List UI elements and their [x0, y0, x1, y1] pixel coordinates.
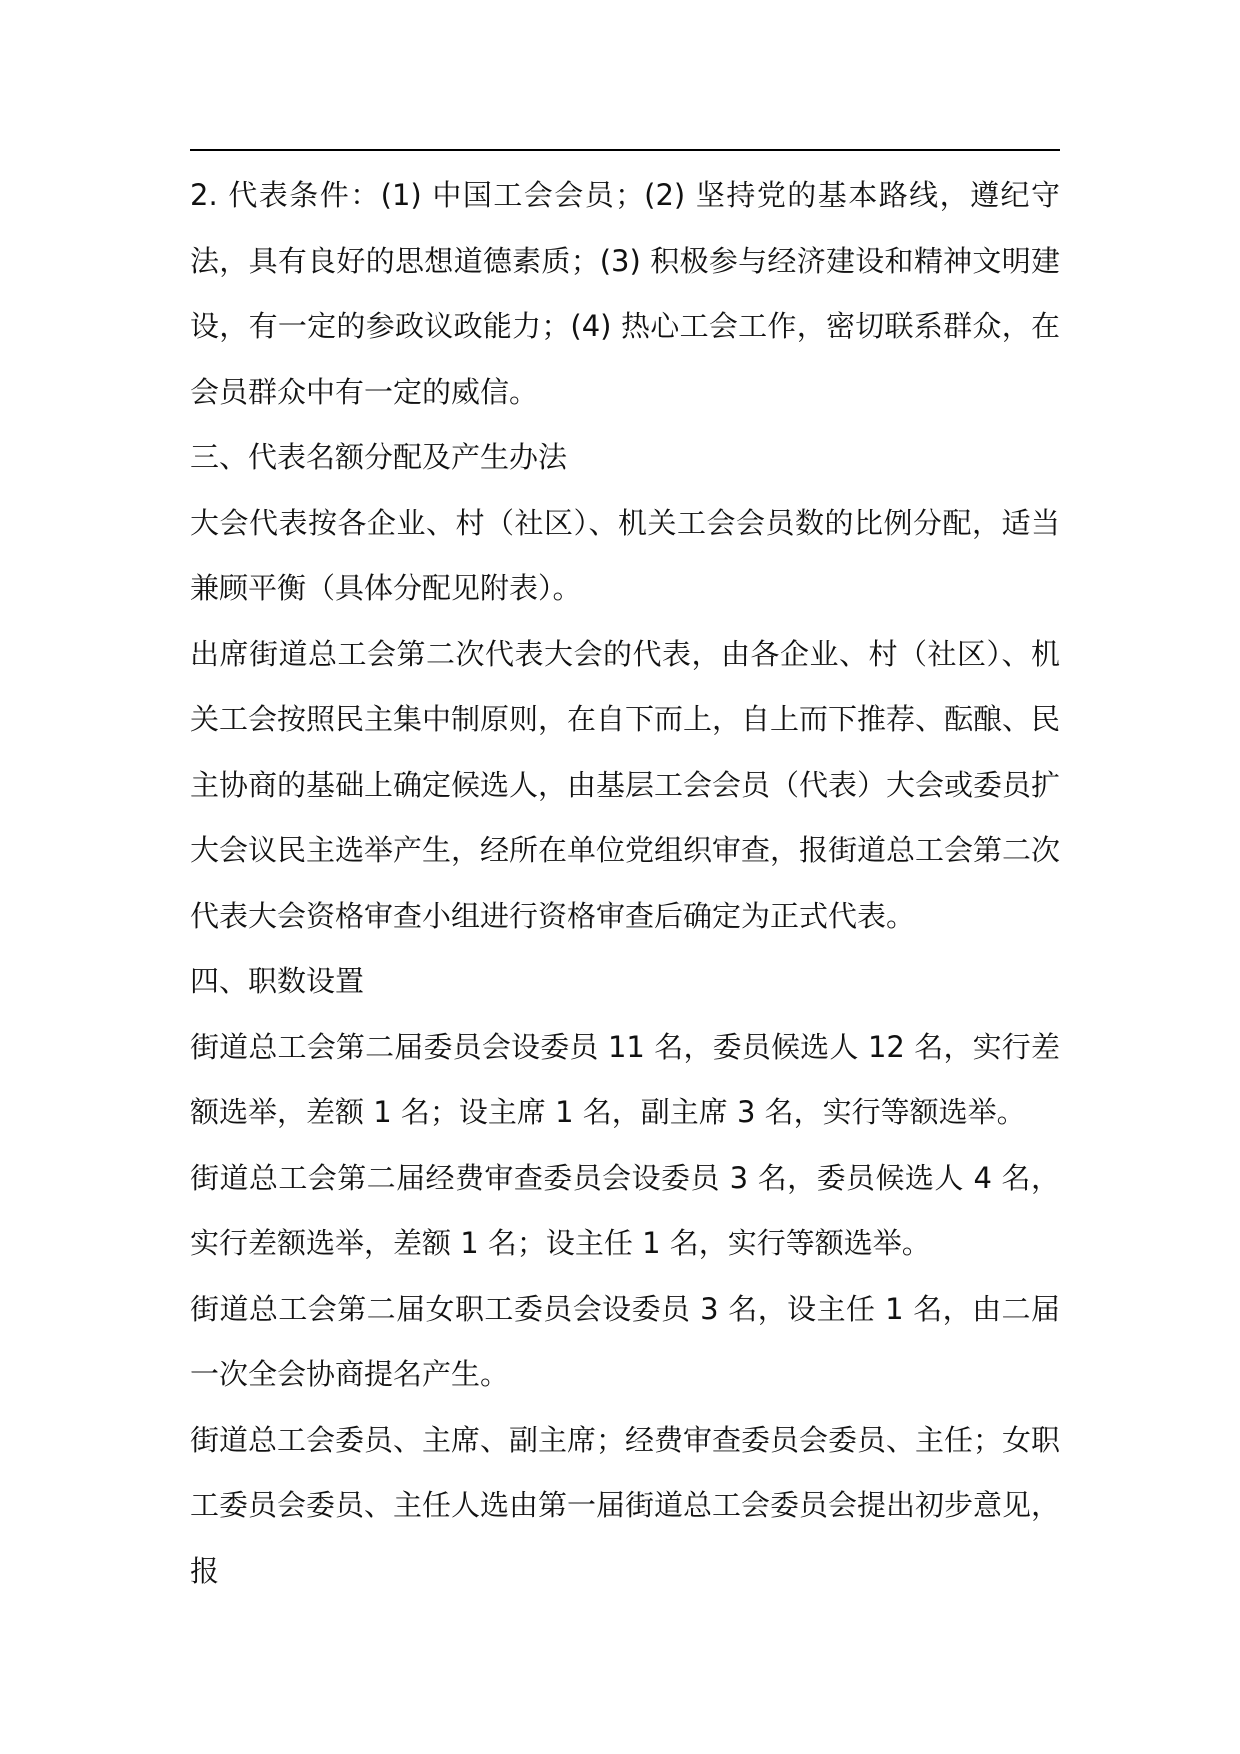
paragraph-quota-allocation: 大会代表按各企业、村（社区）、机关工会会员数的比例分配，适当兼顾平衡（具体分配见附表）。	[190, 505, 1060, 605]
section-heading-positions: 四、职数设置	[190, 964, 365, 998]
section-heading-quota: 三、代表名额分配及产生办法	[190, 440, 568, 474]
paragraph-audit-committee-positions: 街道总工会第二届经费审查委员会设委员 3 名，委员候选人 4 名，实行差额选举，差额 1 名；设主任 1 名，实行等额选举。	[190, 1160, 1060, 1260]
paragraph-representative-conditions: 2. 代表条件：(1) 中国工会会员；(2) 坚持党的基本路线，遵纪守法，具有良好的思想道德素质；(3) 积极参与经济建设和精神文明建设，有一定的参政议政能力；(4) 热心工会工作，密切联系群众，在会员群众中有一定的威信。	[190, 178, 1060, 409]
header-rule	[190, 149, 1060, 151]
document-body	[190, 163, 1060, 1604]
paragraph-candidate-nomination: 街道总工会委员、主席、副主席；经费审查委员会委员、主任；女职工委员会委员、主任人选由第一届街道总工会委员会提出初步意见，报	[190, 1422, 1061, 1588]
paragraph-election-method: 出席街道总工会第二次代表大会的代表，由各企业、村（社区）、机关工会按照民主集中制原则，在自下而上，自上而下推荐、酝酿、民主协商的基础上确定候选人，由基层工会会员（代表）大会或委员扩大会议民主选举产生，经所在单位党组织审查，报街道总工会第二次代表大会资格审查小组进行资格审查后确定为正式代表。	[190, 636, 1061, 933]
paragraph-women-committee-positions: 街道总工会第二届女职工委员会设委员 3 名，设主任 1 名，由二届一次全会协商提名产生。	[190, 1291, 1060, 1391]
paragraph-committee-positions: 街道总工会第二届委员会设委员 11 名，委员候选人 12 名，实行差额选举，差额 1 名；设主席 1 名，副主席 3 名，实行等额选举。	[190, 1029, 1060, 1129]
